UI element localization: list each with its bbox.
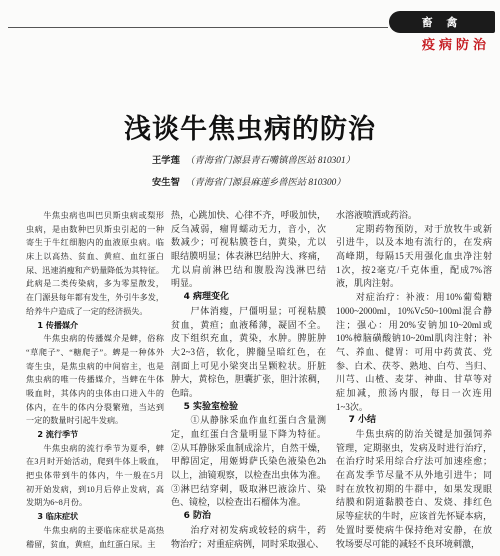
header-rule	[8, 27, 388, 28]
text-line: 色、镜检，以检查出石榴体为准。	[171, 497, 307, 508]
paragraph	[26, 332, 164, 428]
text-line: 10%樟脑磺酸钠10~20ml肌肉注射；补	[336, 333, 492, 344]
text-line: 定，血红蛋白含量明显下降为特征。	[171, 429, 326, 439]
paragraph	[26, 524, 164, 551]
text-line: 稽留，贫血，黄疸，血红蛋白尿。主	[26, 539, 156, 549]
text-line: 症加减，煎汤内服，每日一次连用	[336, 387, 492, 398]
paragraph	[171, 414, 326, 510]
author-affiliation: （青海省门源县麻莲乡兽医站 810300）	[185, 178, 346, 188]
section-tab-label: 畜 禽	[421, 16, 463, 29]
text-line: ③淋巴结穿刺，吸取淋巴液涂片、染	[171, 483, 326, 494]
paragraph	[26, 209, 164, 319]
text-line: 明显。	[171, 278, 199, 289]
text-line: 给养牛户造成了一定的经济损失。	[26, 306, 148, 316]
text-line: 尤以肩前淋巴结和腹股沟浅淋巴结	[171, 264, 326, 275]
text-line: 寄生于牛红细胞内的血液原虫病。临	[26, 238, 164, 248]
text-line: 1000~2000ml，10%Vc50~100ml混合静	[336, 305, 492, 316]
text-line: 焦虫病的唯一传播媒介，当蜱在牛体	[26, 375, 164, 385]
text-line: 管理，定期驱虫，发病及时进行治疗，	[336, 442, 492, 453]
text-line: 色暗。	[171, 387, 199, 398]
text-line: 牛焦虫病也叫巴贝斯虫病或梨形	[26, 211, 164, 220]
text-line: 皮下组织充血，黄染，水肿。脾脏肿	[171, 333, 326, 344]
section-heading: 1 传播媒介	[37, 319, 79, 330]
paragraph	[336, 291, 492, 414]
author-line	[152, 150, 355, 172]
text-line: 时在放牧初期的牛群中，如果发现眼	[336, 483, 492, 494]
text-line: 在治疗时采用综合疗法可加速痊愈；	[336, 456, 492, 467]
paragraph	[26, 442, 164, 510]
article-column	[336, 209, 492, 551]
text-line: 发期为6~8月份。	[26, 498, 88, 508]
author-line	[152, 172, 355, 194]
paragraph	[171, 524, 326, 551]
text-line: 治疗对初发病或较轻的病牛，药	[171, 524, 326, 535]
paragraph	[336, 223, 492, 291]
text-line: 初开始发病，到10月后停止发病，高	[26, 484, 164, 494]
text-line: 牛焦虫病的流行季节为夏季，蜱	[26, 443, 164, 453]
text-line: 数减少；可视粘膜苍白，黄染，尤以	[171, 237, 326, 248]
text-line: 液，肌肉注射。	[336, 278, 400, 289]
text-line: ②从耳静脉采血制成涂片，自然干燥，	[171, 442, 326, 453]
paragraph	[336, 428, 492, 551]
text-line: 尿等症状的牛时，应该首先怀疑本病，	[336, 511, 492, 522]
text-line: 牛焦虫病的防治关键是加强饲养	[336, 429, 492, 439]
text-line: 以上，油镜观察，以检查出虫体为准。	[171, 470, 326, 481]
text-line: ①从静脉采血作血红蛋白含量测	[171, 415, 326, 426]
author-list	[152, 150, 355, 194]
text-line: 高峰期，每隔15天用强化血虫净注射	[336, 251, 492, 262]
article-column	[26, 209, 164, 551]
text-line: “草爬子”、“糖爬子”。蜱是一种体外	[26, 347, 164, 357]
text-line: 定期药物预防，对于放牧牛或新	[336, 223, 492, 234]
section-heading: 7 小结	[348, 415, 376, 426]
text-line: 热，心跳加快、心律不齐，呼吸加快，	[171, 210, 326, 220]
author-name: 王学莲	[152, 155, 180, 166]
text-line: 物治疗；对重症病例，同时采取强心、	[171, 538, 325, 549]
text-line: 结膜和阴道黏膜苍白、发烧、排红色	[336, 497, 492, 508]
text-line: 气、养血、健胃：可用中药黄芪、党	[336, 346, 492, 357]
text-line: 对症治疗：补液：用10%葡萄糖	[336, 292, 492, 303]
text-line: 尸体消瘦，尸僵明显；可视粘膜	[171, 305, 326, 316]
text-line: 引进牛，以及本地有流行的，在发病	[336, 237, 492, 248]
text-line: 贫血，黄疸；血液稀薄，凝固不全。	[171, 319, 326, 330]
text-line: 此病是二类传染病，多为零星散发，	[26, 279, 164, 289]
text-line: 一定的数量时引起牛发病。	[26, 416, 124, 426]
text-line: 剖面上可见小梁突出呈颗粒状。肝脏	[171, 360, 326, 371]
text-line: 寄生虫，是焦虫病的中间宿主，也是	[26, 361, 164, 371]
text-line: 参、白术、茯苓、熟地、白芍、当归、	[336, 360, 492, 371]
text-line: 在高发季节尽量不从外地引进牛；同	[336, 470, 492, 481]
author-affiliation: （青海省门源县青石嘴镇兽医站 810301）	[185, 156, 355, 166]
text-line: 虫病，是由数种巴贝斯虫引起的一种	[26, 224, 164, 234]
text-line: 牛焦虫病的主要临床症状是高热	[26, 525, 164, 535]
text-line: 川芎、山楂、麦芽、神曲、甘草等对	[336, 374, 492, 385]
paragraph	[171, 209, 326, 291]
text-line: 床上以高热、贫血、黄疸、血红蛋白	[26, 252, 164, 262]
section-title: 疫病防治	[421, 38, 490, 53]
paragraph	[171, 305, 326, 401]
text-line: 体内，在牛的体内分裂繁殖，当达到	[26, 402, 164, 412]
article-title: 浅谈牛焦虫病的防治	[124, 114, 376, 145]
text-line: 1次，按2毫克/千克体重，配成7%溶	[336, 264, 492, 275]
text-line: 大2~3倍，软化，脾髓呈暗红色，在	[171, 346, 326, 357]
text-line: 尿、迅速消瘦和产奶量降低为其特征。	[26, 265, 164, 275]
text-line: 水溶液喷洒或药浴。	[336, 210, 418, 220]
text-line: 处置时要使病牛保持绝对安静，在放	[336, 524, 492, 535]
text-line: 牛焦虫病的传播媒介是蜱，俗称	[26, 334, 164, 344]
section-heading: 3 临床症状	[37, 511, 79, 522]
section-heading: 5 实验室检验	[183, 401, 238, 412]
section-heading: 6 防治	[183, 511, 211, 522]
section-heading: 2 流行季节	[37, 429, 79, 439]
text-line: 反刍减弱，瘤胃蠕动无力，音小，次	[171, 223, 326, 234]
text-line: 在门源县每年都有发生，外引牛多发，	[26, 293, 164, 303]
section-heading: 4 病理变化	[183, 292, 229, 303]
author-name: 安生智	[152, 177, 180, 188]
text-line: 甲醇固定，用姬姆萨氏染色液染色2h	[171, 456, 326, 467]
text-line: 把虫体带到牛的体内，牛一般在5月	[26, 471, 164, 481]
text-line: 吸血时，其体内的虫体由口进入牛的	[26, 388, 164, 398]
text-line: 眼结膜明显；体表淋巴结肿大、疼痛，	[171, 251, 326, 262]
text-line: 注；强心：用20%安钠加10~20ml或	[336, 319, 492, 330]
article-column	[171, 209, 326, 551]
text-line: 在3月时开始活动，爬到牛体上吸血，	[26, 457, 164, 467]
text-line: 1~3次。	[336, 401, 368, 412]
text-line: 牧场要尽可能的减轻不良环境刺激，	[336, 538, 481, 549]
text-line: 肿大，黄棕色，胆囊扩张，胆汁浓稠，	[171, 374, 326, 385]
section-tab	[389, 11, 495, 33]
paragraph	[336, 209, 492, 223]
